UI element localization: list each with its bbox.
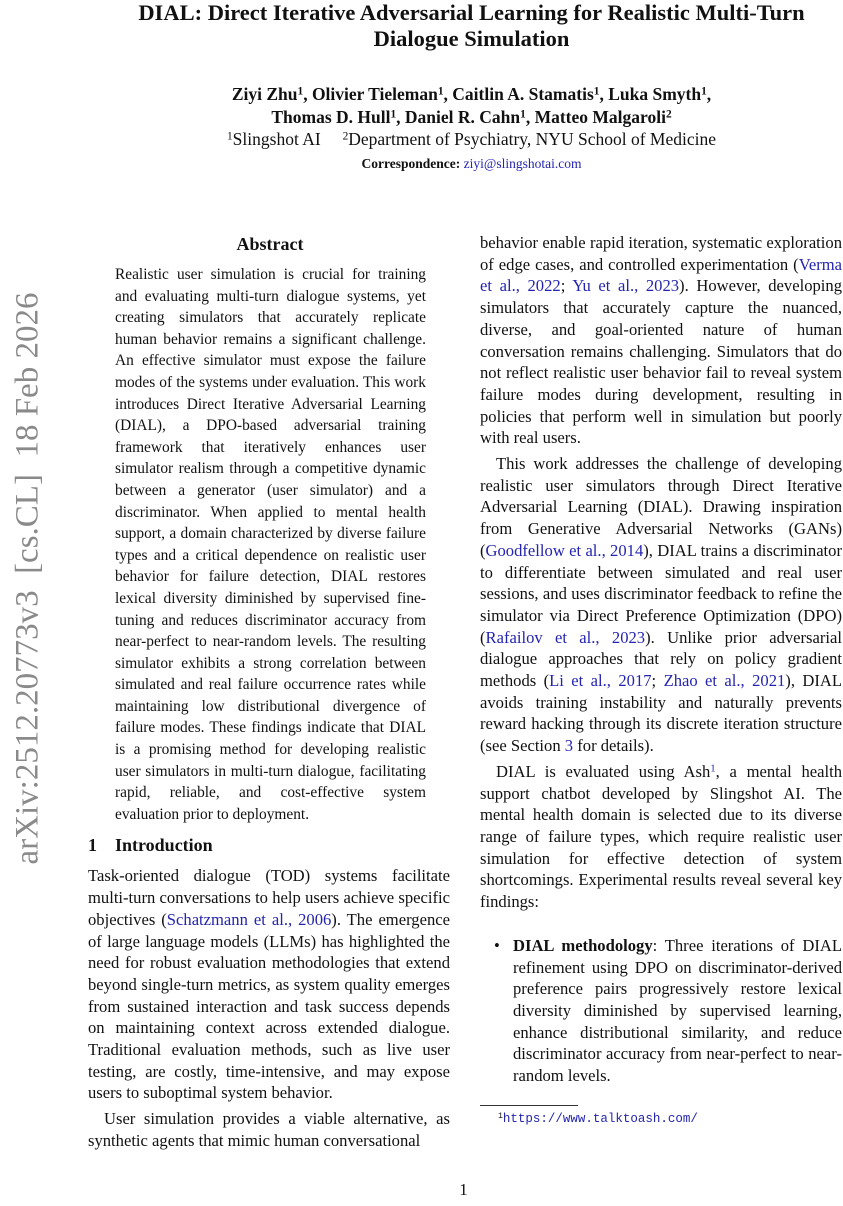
paragraph: Task-oriented dialogue (TOD) systems facilitate multi-turn conversations to help users achieve specific objectives (Schatzmann et al., 2006). The emergence of large language models (LLMs) has highlighted the need for robust evaluation methodologies that extend beyond single-turn metrics, as system quality emerges from sustained interaction and task success depends on maintaining context across extended dialogue. Traditional evaluation methods, such as live user testing, are costly, time-intensive, and may expose users to suboptimal system behavior. [88, 866, 450, 1103]
correspondence-email-link[interactable]: ziyi@slingshotai.com [463, 156, 582, 171]
author-name: Matteo Malgaroli [534, 107, 666, 127]
paper-title: DIAL: Direct Iterative Adversarial Learning for Realistic Multi-Turn Dialogue Simulation [138, 0, 805, 51]
affiliation-mark: 2 [342, 130, 349, 143]
author-name: Olivier Tieleman [311, 84, 438, 104]
affiliations [100, 129, 843, 150]
author-name: Thomas D. Hull [271, 107, 391, 127]
abstract-text: Realistic user simulation is crucial for training and evaluating multi-turn dialogue systems, yet creating simulators that accurately replicate human behavior remains a significant challenge. An effective simulator must expose the failure modes of the systems under evaluation. This work introduces Direct Iterative Adversarial Learning (DIAL), a DPO-based adversarial training framework that iteratively enhances user simulator realism through a competitive dynamic between a generator (user simulator) and a discriminator. When applied to mental health support, a domain characterized by diverse failure types and a critical dependence on realistic user behavior for failure detection, DIAL restores lexical diversity diminished by supervised fine-tuning and reduces discriminator accuracy from near-perfect to near-random levels. The resulting simulator exhibits a strong correlation between simulated and real failure occurrence rates while maintaining low distributional divergence of failure modes. These findings indicate that DIAL is a promising method for developing realistic user simulators in multi-turn dialogue, facilitating rapid, reliable, and cost-effective system evaluation prior to deployment. [115, 266, 426, 823]
citation-link[interactable]: Zhao et al., 2021 [663, 671, 786, 691]
arxiv-stamp: arXiv:2512.20773v3 [cs.CL] 18 Feb 2026 [9, 292, 46, 865]
affiliation-name: Department of Psychiatry, NYU School of Medicine [348, 129, 716, 149]
paragraph: User simulation provides a viable alternative, as synthetic agents that mimic human conversational [88, 1109, 450, 1150]
author-name: Ziyi Zhu [231, 84, 298, 104]
citation-link[interactable]: Li et al., 2017 [549, 671, 652, 691]
left-column [88, 232, 450, 1152]
authors-line-1: Ziyi Zhu$^1$, Olivier Tieleman$^1$, Caitlin A. Stamatis$^1$, Luka Smyth$^1$, [231, 84, 712, 104]
footnote-url-link[interactable]: https://www.talktoash.com/ [502, 1111, 698, 1126]
citation-link[interactable]: Yu et al., 2023 [572, 276, 680, 296]
paragraph: DIAL is evaluated using Ash$^1$, a mental health support chatbot developed by Slingshot AI. The mental health domain is selected due to its diverse range of failure types, which require realistic user simulation for effective detection of system shortcomings. Experimental results reveal several key findings: [480, 761, 842, 912]
citation-link[interactable]: Schatzmann et al., 2006 [166, 909, 332, 929]
section-title: Introduction [115, 835, 213, 856]
affiliation-mark: 1 [226, 130, 233, 143]
citation-link[interactable]: Goodfellow et al., 2014 [485, 540, 644, 560]
authors-line-2: Thomas D. Hull$^1$, Daniel R. Cahn$^1$, Matteo Malgaroli$^2$ [271, 107, 672, 127]
citation-link[interactable]: 3 [564, 736, 574, 756]
two-column-body [0, 232, 843, 1172]
bullet-marker: • [494, 935, 500, 955]
paragraph: behavior enable rapid iteration, systematic exploration of edge cases, and controlled experimentation (Verma et al., 2022; Yu et al., 2023). However, developing simulators that accurately capture the nuanced, diverse, and goal-oriented nature of human conversation remains challenging. Simulators that do not reflect realistic user behavior fail to reveal system failure modes during development, resulting in policies that perform well in simulation but poorly with real users. [480, 233, 842, 448]
abstract-heading: Abstract [236, 234, 304, 254]
citation-link[interactable]: Verma et al., 2022 [480, 254, 842, 296]
correspondence-label: Correspondence: [361, 156, 461, 171]
section-number: 1 [88, 835, 97, 856]
affiliation-name: Slingshot AI [232, 129, 321, 149]
paragraph: This work addresses the challenge of developing realistic user simulators through Direct Iterative Adversarial Learning (DIAL). Drawing inspiration from Generative Adversarial Networks (GANs) (Goodfellow et al., 2014), DIAL trains a discriminator to differentiate between simulated and real user sessions, and uses discriminator feedback to refine the simulator via Direct Preference Optimization (DPO) (Rafailov et al., 2023). Unlike prior adversarial dialogue approaches that rely on policy gradient methods (Li et al., 2017; Zhao et al., 2021), DIAL avoids training instability and naturally prevents reward hacking through its discrete iteration structure (see Section 3 for details). [480, 454, 842, 756]
bullet-text: : Three iterations of DIAL refinement using DPO on discriminator-derived preference pairs progressively restore lexical diversity diminished by supervised learning, enhance distributional similarity, and reduce discriminator accuracy from near-perfect to near-random levels. [513, 935, 842, 1086]
author-affiliation-mark: 2 [665, 108, 672, 121]
author-list [100, 83, 843, 129]
paper-header [0, 0, 843, 232]
correspondence [100, 156, 843, 172]
footnote-ref-link[interactable]: 1 [710, 762, 716, 775]
footnote-rule [480, 1105, 578, 1106]
author-affiliation-mark: 1 [701, 85, 707, 98]
section-heading-introduction [88, 833, 450, 857]
page-number: 1 [459, 1180, 468, 1199]
author-affiliation-mark: 1 [593, 85, 600, 98]
author-affiliation-mark: 1 [390, 108, 397, 121]
author-name: Luka Smyth [608, 84, 702, 104]
author-name: Caitlin A. Stamatis [452, 84, 594, 104]
bullet-item [480, 935, 842, 1087]
author-name: Daniel R. Cahn [404, 107, 521, 127]
left-column-body [88, 865, 450, 1151]
citation-link[interactable]: Rafailov et al., 2023 [485, 627, 646, 647]
author-affiliation-mark: 1 [297, 85, 304, 98]
right-column-body [480, 232, 842, 1127]
author-affiliation-mark: 1 [437, 85, 444, 98]
bullet-bold-lead: DIAL methodology [513, 935, 653, 955]
footnote [498, 1111, 842, 1127]
footnote-mark: 1 [498, 1111, 503, 1121]
author-affiliation-mark: 1 [520, 108, 526, 121]
